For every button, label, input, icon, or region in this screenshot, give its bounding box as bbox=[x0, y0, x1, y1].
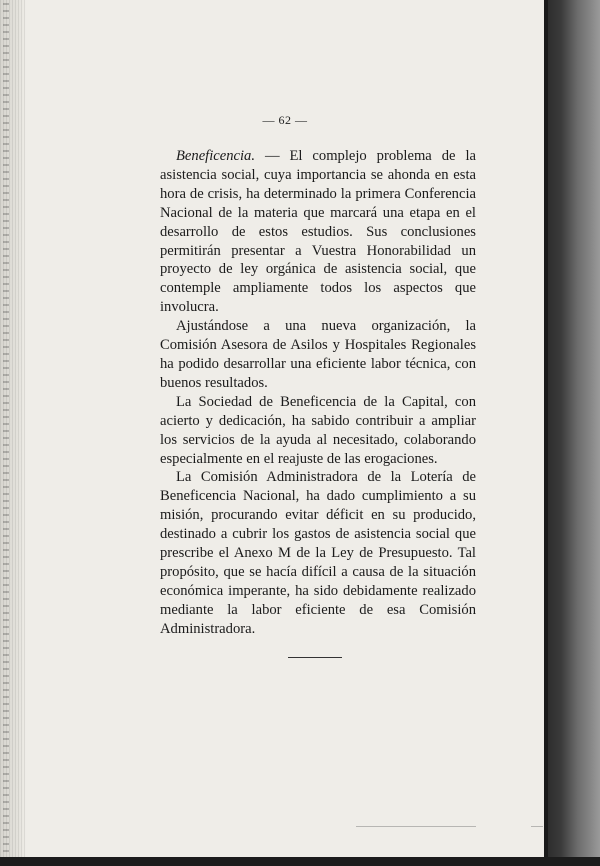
scan-speck bbox=[531, 826, 543, 827]
book-page bbox=[26, 0, 544, 857]
paragraph-beneficencia bbox=[160, 147, 476, 317]
scan-binding-edge bbox=[0, 0, 26, 866]
page-number: — 62 — bbox=[262, 113, 308, 127]
paragraph-text: La Comisión Administradora de la Lotería de Beneficencia Nacional, ha dado cumplimiento a su misión, procurando evitar déficit en su producido, destinado a cubrir los gastos de asistencia social que prescribe el Anexo M de la Ley de Presupuesto. Tal propósito, que se hacía difícil a causa de la situación económica imperante, ha sido debidamente realizado mediante la labor eficiente de esa Comisión Administradora. bbox=[160, 469, 476, 637]
section-heading-italic: Beneficencia. bbox=[176, 148, 256, 164]
paragraph-text: — El complejo problema de la asistencia social, cuya importancia se ahonda en esta hora de crisis, ha determinado la primera Conferencia Nacional de la materia que marcará una etapa en el desarrollo de estos estudios. Sus conclusiones permitirán presentar a Vuestra Honorabilidad un proyecto de ley orgánica de asistencia social, que contemple ampliamente todos los aspectos que involucra. bbox=[160, 148, 476, 316]
body-text bbox=[160, 147, 476, 639]
paragraph-loteria bbox=[160, 468, 476, 638]
scan-speck bbox=[356, 826, 476, 827]
paragraph-sociedad-beneficencia bbox=[160, 393, 476, 469]
paragraph-comision-asesora bbox=[160, 317, 476, 393]
scan-bottom-border bbox=[0, 857, 600, 866]
paragraph-text: Ajustándose a una nueva organización, la Comisión Asesora de Asilos y Hospitales Regionales ha podido desarrollar una eficiente labor técnica, con buenos resultados. bbox=[160, 318, 476, 391]
scan-right-border bbox=[544, 0, 600, 866]
section-end-rule bbox=[288, 657, 342, 658]
paragraph-text: La Sociedad de Beneficencia de la Capital, con acierto y dedicación, ha sabido contribuir a ampliar los servicios de la ayuda al necesitado, colaborando especialmente en el reajuste de las erogaciones. bbox=[160, 393, 476, 467]
